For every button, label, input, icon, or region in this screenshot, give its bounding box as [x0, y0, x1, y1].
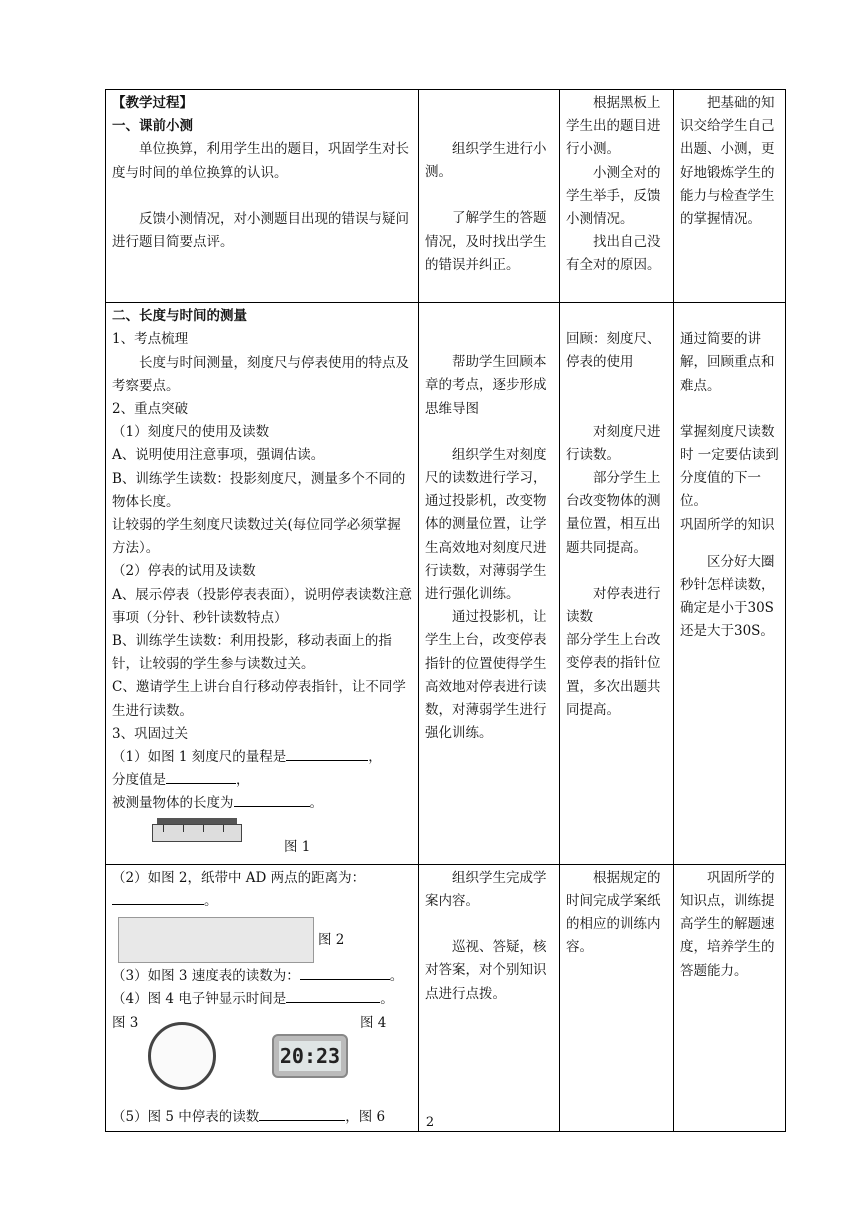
question-1: [112, 746, 412, 769]
lesson-process-table: [105, 89, 786, 1132]
cell-teacher-3: [419, 864, 560, 1131]
stopwatch-topic: （2）停表的试用及读数: [112, 563, 256, 580]
student-text: 对刻度尺进行读数。: [566, 423, 661, 463]
cell-intent-1: [674, 90, 786, 303]
section-1-feedback: 反馈小测情况，对小测题目出现的错误与疑问进行题目简要点评。: [112, 210, 409, 251]
heading: 【教学过程】: [112, 95, 193, 111]
teacher-text: 组织学生进行小测。: [425, 141, 547, 181]
answer-blank[interactable]: [166, 769, 236, 784]
cell-student-2: [560, 303, 674, 864]
figure-3-caption: 图 3: [112, 1014, 139, 1031]
paper-tape-image: [118, 917, 314, 963]
teacher-text: 巡视、答疑，核对答案，对个别知识点进行点拨。: [425, 939, 547, 1002]
cell-teacher-2: [419, 303, 560, 864]
subsection-1: 1、考点梳理: [112, 331, 189, 348]
subsection-2: 2、重点突破: [112, 401, 189, 418]
answer-blank[interactable]: [286, 988, 380, 1003]
cell-intent-3: [674, 864, 786, 1131]
punct: 。: [309, 795, 323, 812]
punct: 。: [380, 991, 394, 1008]
student-text: 小测全对的学生举手，反馈小测情况。: [566, 164, 661, 228]
stopwatch-item-c: C、邀请学生上讲台自行移动停表指针，让不同学生进行读数。: [112, 679, 406, 719]
teacher-text: 了解学生的答题情况，及时找出学生的错误并纠正。: [425, 210, 547, 273]
figure-2-caption: 图 2: [318, 932, 345, 949]
subsection-1-paragraph: 长度与时间测量，刻度尺与停表使用的特点及考察要点。: [112, 354, 409, 394]
intent-text: 巩固所学的知识点，训练提高学生的解题速度，培养学生的答题能力。: [680, 869, 775, 979]
intent-text: 巩固所学的知识: [680, 516, 775, 533]
teacher-text: 帮助学生回顾本章的考点，逐步形成思维导图: [425, 354, 547, 417]
question-1b-text: 分度值是: [112, 772, 166, 789]
question-2-text: （2）如图 2，纸带中 AD 两点的距离为：: [112, 869, 366, 886]
figure-1-caption: 图 1: [284, 838, 311, 855]
punct: ，: [236, 772, 250, 789]
cell-intent-2: [674, 303, 786, 864]
question-3: [112, 965, 412, 988]
question-5-text: （5）图 5 中停表的读数: [112, 1108, 260, 1125]
question-1-text: （1）如图 1 刻度尺的量程是: [112, 749, 287, 766]
ruler-image: [152, 824, 242, 842]
page-number: 2: [425, 1115, 435, 1130]
intent-text: 通过简要的讲解，回顾重点和难点。: [680, 331, 775, 394]
ruler-item-c: 让较弱的学生刻度尺读数过关(每位同学必须掌握方法）。: [112, 517, 401, 557]
cell-process-2: [106, 303, 419, 864]
question-4-text: （4）图 4 电子钟显示时间是: [112, 991, 287, 1008]
teacher-text: 组织学生完成学案内容。: [425, 869, 547, 909]
student-text: 部分学生上台改变物体的测量位置，相互出题共同提高。: [566, 470, 661, 556]
punct: 。: [389, 968, 404, 985]
speedometer-image: [148, 1022, 216, 1090]
cell-process-1: [106, 90, 419, 303]
teacher-text: 通过投影机，让学生上台，改变停表指针的位置使得学生高效地对停表进行读数，对薄弱学生进行强化训练。: [425, 609, 547, 742]
answer-blank[interactable]: [234, 792, 310, 807]
row-measurement: [106, 303, 786, 864]
punct: ，: [368, 749, 382, 766]
answer-blank[interactable]: [300, 965, 390, 980]
question-1c-text: 被测量物体的长度为: [112, 795, 234, 812]
ruler-item-b: B、训练学生读数：投影刻度尺，测量多个不同的物体长度。: [112, 470, 406, 510]
student-text: 对停表进行读数: [566, 585, 661, 626]
row-pretest: [106, 90, 786, 303]
stopwatch-item-b: B、训练学生读数：利用投影，移动表面上的指针，让较弱的学生参与读数过关。: [112, 633, 392, 673]
figures-3-4: [112, 1012, 412, 1096]
question-2: [112, 867, 412, 913]
subsection-3: 3、巩固过关: [112, 725, 189, 742]
student-text: 根据规定的时间完成学案纸的相应的训练内容。: [566, 869, 661, 956]
digital-clock-image: [272, 1034, 348, 1078]
cell-teacher-1: [419, 90, 560, 303]
figure-4-caption: 图 4: [360, 1014, 387, 1031]
question-3-text: （3）如图 3 速度表的读数为：: [112, 968, 300, 985]
intent-text: 掌握刻度尺读数时 一定要估读到分度值的下一位。: [680, 423, 779, 510]
student-text: 回顾：刻度尺、停表的使用: [566, 331, 661, 371]
teacher-text: 组织学生对刻度尺的读数进行学习，通过投影机，改变物体的测量位置，让学生高效地对刻度尺进行读数，对薄弱学生进行强化训练。: [425, 446, 547, 603]
ruler-item-a: A、说明使用注意事项，强调估读。: [112, 447, 325, 464]
question-1c: [112, 792, 412, 815]
punct: 。: [204, 892, 218, 909]
cell-student-3: [560, 864, 674, 1131]
student-text: 找出自己没有全对的原因。: [566, 234, 661, 274]
student-text: 部分学生上台改变停表的指针位置，多次出题共同提高。: [566, 632, 661, 718]
answer-blank[interactable]: [112, 890, 204, 905]
figure-1: [112, 816, 412, 862]
section-2-title: 二、长度与时间的测量: [112, 308, 247, 325]
ruler-topic: （1）刻度尺的使用及读数: [112, 424, 270, 441]
question-1b: [112, 769, 412, 792]
question-4: [112, 988, 412, 1011]
question-5-tail: ，图 6: [345, 1108, 386, 1125]
figure-2: [112, 913, 412, 965]
clock-display: 20:23: [279, 1041, 341, 1071]
student-text: 根据黑板上学生出的题目进行小测。: [566, 95, 661, 158]
answer-blank[interactable]: [286, 746, 368, 761]
stopwatch-item-a: A、展示停表（投影停表表面），说明停表读数注意事项（分针、秒针读数特点）: [112, 586, 412, 626]
intent-text: 区分好大圈秒针怎样读数，确定是小于30S还是大于30S。: [680, 553, 775, 640]
measured-object: [157, 818, 237, 824]
intent-text: 把基础的知识交给学生自己出题、小测，更好地锻炼学生的能力与检查学生的掌握情况。: [680, 95, 775, 228]
row-practice: [106, 864, 786, 1131]
section-1-paragraph: 单位换算，利用学生出的题目，巩固学生对长度与时间的单位换算的认识。: [112, 141, 409, 181]
cell-process-3: [106, 864, 419, 1131]
section-1-title: 一、课前小测: [112, 118, 193, 135]
cell-student-1: [560, 90, 674, 303]
